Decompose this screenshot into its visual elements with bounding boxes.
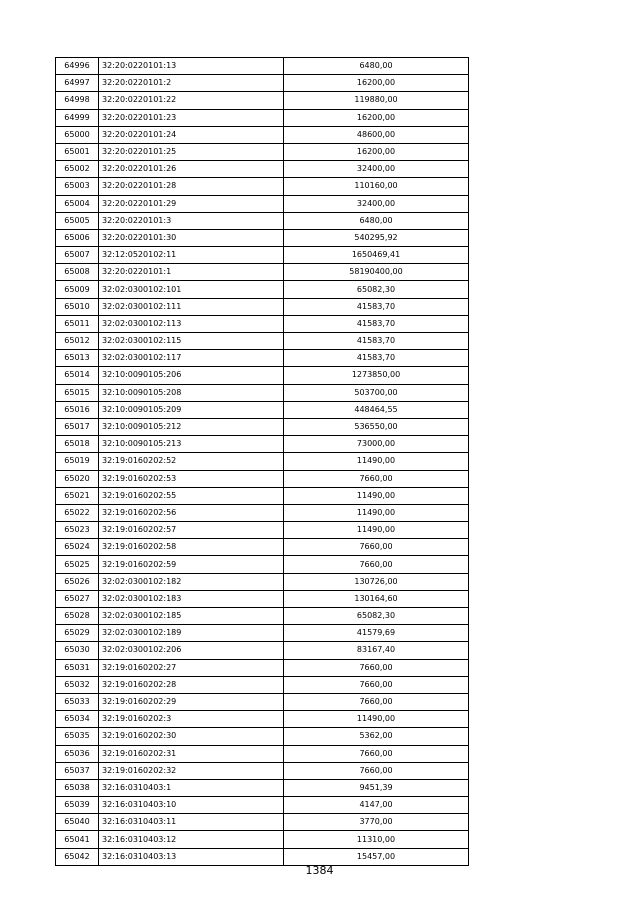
row-number-cell: 65033 [56,693,99,710]
cadastral-number-cell: 32:19:0160202:58 [99,539,284,556]
cadastral-value-cell: 7660,00 [284,659,469,676]
row-number-cell: 64999 [56,109,99,126]
row-number-cell: 65035 [56,728,99,745]
cadastral-number-cell: 32:10:0090105:209 [99,401,284,418]
table-row [56,401,469,418]
cadastral-number-cell: 32:10:0090105:206 [99,367,284,384]
table-row [56,590,469,607]
cadastral-number-cell: 32:20:0220101:29 [99,195,284,212]
cadastral-value-cell: 16200,00 [284,109,469,126]
cadastral-number-cell: 32:02:0300102:206 [99,642,284,659]
cadastral-number-cell: 32:10:0090105:212 [99,418,284,435]
table-row [56,625,469,642]
cadastral-number-cell: 32:16:0310403:13 [99,848,284,865]
table-row [56,659,469,676]
row-number-cell: 65021 [56,487,99,504]
row-number-cell: 65037 [56,762,99,779]
row-number-cell: 65018 [56,436,99,453]
row-number-cell: 65040 [56,814,99,831]
cadastral-value-cell: 110160,00 [284,178,469,195]
cadastral-value-cell: 448464,55 [284,401,469,418]
table-row [56,298,469,315]
cadastral-value-cell: 73000,00 [284,436,469,453]
row-number-cell: 65008 [56,264,99,281]
row-number-cell: 65032 [56,676,99,693]
cadastral-number-cell: 32:10:0090105:208 [99,384,284,401]
cadastral-number-cell: 32:20:0220101:3 [99,212,284,229]
cadastral-value-cell: 41583,70 [284,350,469,367]
cadastral-number-cell: 32:16:0310403:10 [99,797,284,814]
cadastral-value-cell: 16200,00 [284,75,469,92]
cadastral-value-cell: 9451,39 [284,779,469,796]
row-number-cell: 65020 [56,470,99,487]
table-row [56,470,469,487]
table-row [56,92,469,109]
cadastral-number-cell: 32:02:0300102:182 [99,573,284,590]
cadastral-number-cell: 32:20:0220101:13 [99,58,284,75]
table-row [56,711,469,728]
row-number-cell: 64998 [56,92,99,109]
row-number-cell: 65041 [56,831,99,848]
cadastral-value-cell: 130164,60 [284,590,469,607]
cadastral-number-cell: 32:20:0220101:1 [99,264,284,281]
row-number-cell: 65010 [56,298,99,315]
table-row [56,350,469,367]
table-row [56,195,469,212]
page-number: 1384 [305,864,334,877]
cadastral-number-cell: 32:02:0300102:117 [99,350,284,367]
row-number-cell: 65036 [56,745,99,762]
row-number-cell: 65019 [56,453,99,470]
table-row [56,384,469,401]
table-row [56,831,469,848]
row-number-cell: 65039 [56,797,99,814]
row-number-cell: 65013 [56,350,99,367]
cadastral-value-cell: 41583,70 [284,333,469,350]
table-row [56,608,469,625]
cadastral-value-cell: 65082,30 [284,281,469,298]
cadastral-value-cell: 41583,70 [284,315,469,332]
cadastral-number-cell: 32:16:0310403:1 [99,779,284,796]
table-row [56,161,469,178]
cadastral-number-cell: 32:02:0300102:101 [99,281,284,298]
cadastral-number-cell: 32:19:0160202:28 [99,676,284,693]
cadastral-value-cell: 6480,00 [284,212,469,229]
cadastral-number-cell: 32:19:0160202:57 [99,522,284,539]
cadastral-number-cell: 32:16:0310403:11 [99,814,284,831]
table-row [56,143,469,160]
row-number-cell: 65002 [56,161,99,178]
table-row [56,178,469,195]
table-row [56,333,469,350]
table-row [56,779,469,796]
table-row [56,367,469,384]
cadastral-value-cell: 130726,00 [284,573,469,590]
row-number-cell: 65031 [56,659,99,676]
cadastral-value-table [55,57,469,866]
cadastral-number-cell: 32:20:0220101:23 [99,109,284,126]
cadastral-number-cell: 32:19:0160202:32 [99,762,284,779]
row-number-cell: 65015 [56,384,99,401]
cadastral-number-cell: 32:19:0160202:27 [99,659,284,676]
table-row [56,522,469,539]
row-number-cell: 65024 [56,539,99,556]
cadastral-number-cell: 32:20:0220101:25 [99,143,284,160]
row-number-cell: 65027 [56,590,99,607]
cadastral-value-cell: 7660,00 [284,693,469,710]
table-row [56,75,469,92]
cadastral-number-cell: 32:19:0160202:56 [99,504,284,521]
cadastral-number-cell: 32:20:0220101:30 [99,229,284,246]
cadastral-number-cell: 32:02:0300102:189 [99,625,284,642]
cadastral-value-cell: 15457,00 [284,848,469,865]
table-row [56,487,469,504]
cadastral-number-cell: 32:02:0300102:183 [99,590,284,607]
table-row [56,247,469,264]
cadastral-number-cell: 32:02:0300102:113 [99,315,284,332]
table-row [56,676,469,693]
table-row [56,797,469,814]
row-number-cell: 65022 [56,504,99,521]
cadastral-value-cell: 11310,00 [284,831,469,848]
cadastral-value-cell: 536550,00 [284,418,469,435]
table-row [56,315,469,332]
table-row [56,453,469,470]
cadastral-number-cell: 32:20:0220101:28 [99,178,284,195]
cadastral-number-cell: 32:20:0220101:2 [99,75,284,92]
cadastral-number-cell: 32:19:0160202:30 [99,728,284,745]
cadastral-number-cell: 32:19:0160202:53 [99,470,284,487]
table-row [56,58,469,75]
cadastral-value-cell: 6480,00 [284,58,469,75]
cadastral-value-cell: 11490,00 [284,504,469,521]
cadastral-value-cell: 7660,00 [284,762,469,779]
cadastral-value-cell: 41583,70 [284,298,469,315]
row-number-cell: 65009 [56,281,99,298]
row-number-cell: 65004 [56,195,99,212]
cadastral-number-cell: 32:20:0220101:22 [99,92,284,109]
row-number-cell: 65000 [56,126,99,143]
cadastral-value-cell: 32400,00 [284,161,469,178]
cadastral-number-cell: 32:02:0300102:185 [99,608,284,625]
cadastral-value-cell: 32400,00 [284,195,469,212]
cadastral-value-cell: 11490,00 [284,487,469,504]
table-row [56,418,469,435]
table-row [56,693,469,710]
row-number-cell: 64997 [56,75,99,92]
table-row [56,573,469,590]
table-row [56,745,469,762]
table-row [56,126,469,143]
row-number-cell: 65016 [56,401,99,418]
table-row [56,212,469,229]
cadastral-value-cell: 3770,00 [284,814,469,831]
table-row [56,762,469,779]
row-number-cell: 65042 [56,848,99,865]
cadastral-value-cell: 48600,00 [284,126,469,143]
row-number-cell: 65011 [56,315,99,332]
cadastral-number-cell: 32:19:0160202:3 [99,711,284,728]
cadastral-number-cell: 32:20:0220101:24 [99,126,284,143]
cadastral-value-cell: 7660,00 [284,556,469,573]
cadastral-number-cell: 32:19:0160202:52 [99,453,284,470]
cadastral-number-cell: 32:12:0520102:11 [99,247,284,264]
row-number-cell: 65003 [56,178,99,195]
cadastral-value-cell: 1650469,41 [284,247,469,264]
cadastral-value-cell: 41579,69 [284,625,469,642]
row-number-cell: 65026 [56,573,99,590]
table-row [56,229,469,246]
row-number-cell: 65034 [56,711,99,728]
cadastral-value-cell: 83167,40 [284,642,469,659]
table-body [56,58,469,866]
cadastral-value-cell: 7660,00 [284,745,469,762]
table-row [56,436,469,453]
row-number-cell: 65007 [56,247,99,264]
cadastral-number-cell: 32:16:0310403:12 [99,831,284,848]
cadastral-value-cell: 11490,00 [284,711,469,728]
table-row [56,814,469,831]
cadastral-value-cell: 503700,00 [284,384,469,401]
row-number-cell: 65012 [56,333,99,350]
cadastral-number-cell: 32:02:0300102:111 [99,298,284,315]
table-row [56,264,469,281]
row-number-cell: 65017 [56,418,99,435]
table-row [56,504,469,521]
row-number-cell: 65023 [56,522,99,539]
table-row [56,109,469,126]
row-number-cell: 65038 [56,779,99,796]
row-number-cell: 65014 [56,367,99,384]
row-number-cell: 65028 [56,608,99,625]
table-row [56,848,469,865]
cadastral-value-cell: 7660,00 [284,470,469,487]
cadastral-value-cell: 119880,00 [284,92,469,109]
row-number-cell: 64996 [56,58,99,75]
cadastral-number-cell: 32:19:0160202:59 [99,556,284,573]
cadastral-number-cell: 32:10:0090105:213 [99,436,284,453]
cadastral-value-cell: 58190400,00 [284,264,469,281]
cadastral-value-cell: 16200,00 [284,143,469,160]
cadastral-number-cell: 32:20:0220101:26 [99,161,284,178]
cadastral-number-cell: 32:19:0160202:31 [99,745,284,762]
table-row [56,728,469,745]
row-number-cell: 65005 [56,212,99,229]
cadastral-value-cell: 65082,30 [284,608,469,625]
row-number-cell: 65029 [56,625,99,642]
table-row [56,539,469,556]
row-number-cell: 65001 [56,143,99,160]
cadastral-number-cell: 32:19:0160202:29 [99,693,284,710]
cadastral-value-cell: 1273850,00 [284,367,469,384]
cadastral-value-cell: 11490,00 [284,522,469,539]
cadastral-value-cell: 4147,00 [284,797,469,814]
cadastral-number-cell: 32:02:0300102:115 [99,333,284,350]
cadastral-value-cell: 540295,92 [284,229,469,246]
row-number-cell: 65025 [56,556,99,573]
row-number-cell: 65006 [56,229,99,246]
table-row [56,281,469,298]
cadastral-value-cell: 7660,00 [284,676,469,693]
table-row [56,642,469,659]
cadastral-value-cell: 5362,00 [284,728,469,745]
cadastral-value-cell: 7660,00 [284,539,469,556]
cadastral-number-cell: 32:19:0160202:55 [99,487,284,504]
table-row [56,556,469,573]
cadastral-value-cell: 11490,00 [284,453,469,470]
row-number-cell: 65030 [56,642,99,659]
